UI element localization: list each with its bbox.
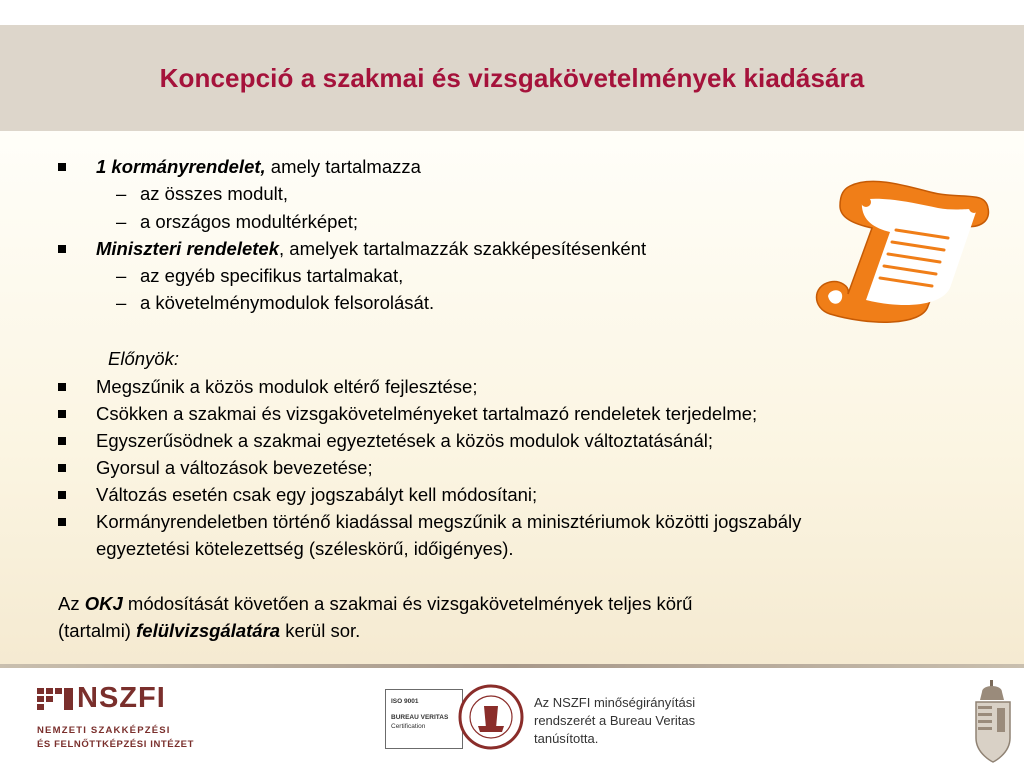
item-text: , amelyek tartalmazzák szakképesítésenként — [279, 238, 647, 259]
conclusion-text: (tartalmi) — [58, 620, 137, 641]
item-text: amely tartalmazza — [265, 156, 421, 177]
list-item: Csökken a szakmai és vizsgakövetelményeket tartalmazó rendeletek terjedelme; — [96, 403, 758, 424]
sub-list-item: az egyéb specifikus tartalmakat, — [140, 265, 404, 286]
list-item — [96, 156, 421, 178]
item-bold-text: 1 kormányrendelet, — [96, 156, 266, 177]
felulvizsgalat-text: felülvizsgálatára — [136, 620, 281, 641]
bullet-icon — [58, 464, 66, 472]
scroll-icon — [810, 178, 995, 328]
bv-name-label: BUREAU VERITAS — [391, 714, 449, 721]
bv-statement-line: tanúsította. — [534, 731, 599, 746]
bureau-veritas-certificate — [385, 689, 463, 749]
dash-icon: – — [116, 265, 127, 286]
nszfi-mark-icon — [37, 684, 75, 714]
item-bold-text: Miniszteri rendeletek — [96, 238, 280, 259]
dash-icon: – — [116, 292, 127, 313]
bullet-icon — [58, 383, 66, 391]
list-item — [96, 238, 646, 260]
nszfi-logo — [37, 682, 194, 754]
advantages-label: Előnyök: — [108, 348, 179, 369]
bullet-icon — [58, 410, 66, 418]
list-item: Változás esetén csak egy jogszabályt kell módosítani; — [96, 484, 538, 505]
conclusion-line-2 — [58, 620, 360, 642]
bv-cert-label: Certification — [391, 723, 426, 730]
conclusion-text: Az — [58, 593, 85, 614]
nszfi-name: NSZFI — [77, 682, 166, 714]
sub-list-item: az összes modult, — [140, 183, 289, 204]
footer-divider — [0, 664, 1024, 668]
list-item: Gyorsul a változások bevezetése; — [96, 457, 373, 478]
bullet-icon — [58, 491, 66, 499]
dash-icon: – — [116, 211, 127, 232]
bv-statement — [534, 694, 695, 748]
bullet-icon — [58, 437, 66, 445]
bureau-veritas-seal-icon — [458, 684, 524, 750]
bullet-icon — [58, 518, 66, 526]
list-item-continuation: egyeztetési kötelezettség (széleskörű, időigényes). — [96, 538, 514, 559]
bv-statement-line: Az NSZFI minőségirányítási — [534, 695, 696, 710]
sub-list-item: a követelménymodulok felsorolását. — [140, 292, 435, 313]
conclusion-line-1 — [58, 593, 692, 615]
coat-of-arms-icon — [970, 680, 1024, 764]
bv-statement-line: rendszerét a Bureau Veritas — [534, 713, 696, 728]
bv-iso-label: ISO 9001 — [391, 698, 419, 705]
title-band — [0, 25, 1024, 131]
bullet-icon — [58, 245, 66, 253]
nszfi-subtitle-2: ÉS FELNŐTTKÉPZÉSI INTÉZET — [37, 739, 194, 750]
list-item: Kormányrendeletben történő kiadással megszűnik a minisztériumok közötti jogszabály — [96, 511, 802, 532]
sub-list-item: a országos modultérképet; — [140, 211, 359, 232]
list-item: Egyszerűsödnek a szakmai egyeztetések a közös modulok változtatásánál; — [96, 430, 713, 451]
page-title: Koncepció a szakmai és vizsgakövetelmények kiadására — [159, 62, 865, 93]
bullet-icon — [58, 163, 66, 171]
dash-icon: – — [116, 183, 127, 204]
okj-text: OKJ — [84, 593, 123, 614]
nszfi-subtitle-1: NEMZETI SZAKKÉPZÉSI — [37, 725, 171, 736]
list-item: Megszűnik a közös modulok eltérő fejlesztése; — [96, 376, 478, 397]
conclusion-text: módosítását követően a szakmai és vizsgakövetelmények teljes körű — [122, 593, 693, 614]
conclusion-text: kerül sor. — [280, 620, 361, 641]
